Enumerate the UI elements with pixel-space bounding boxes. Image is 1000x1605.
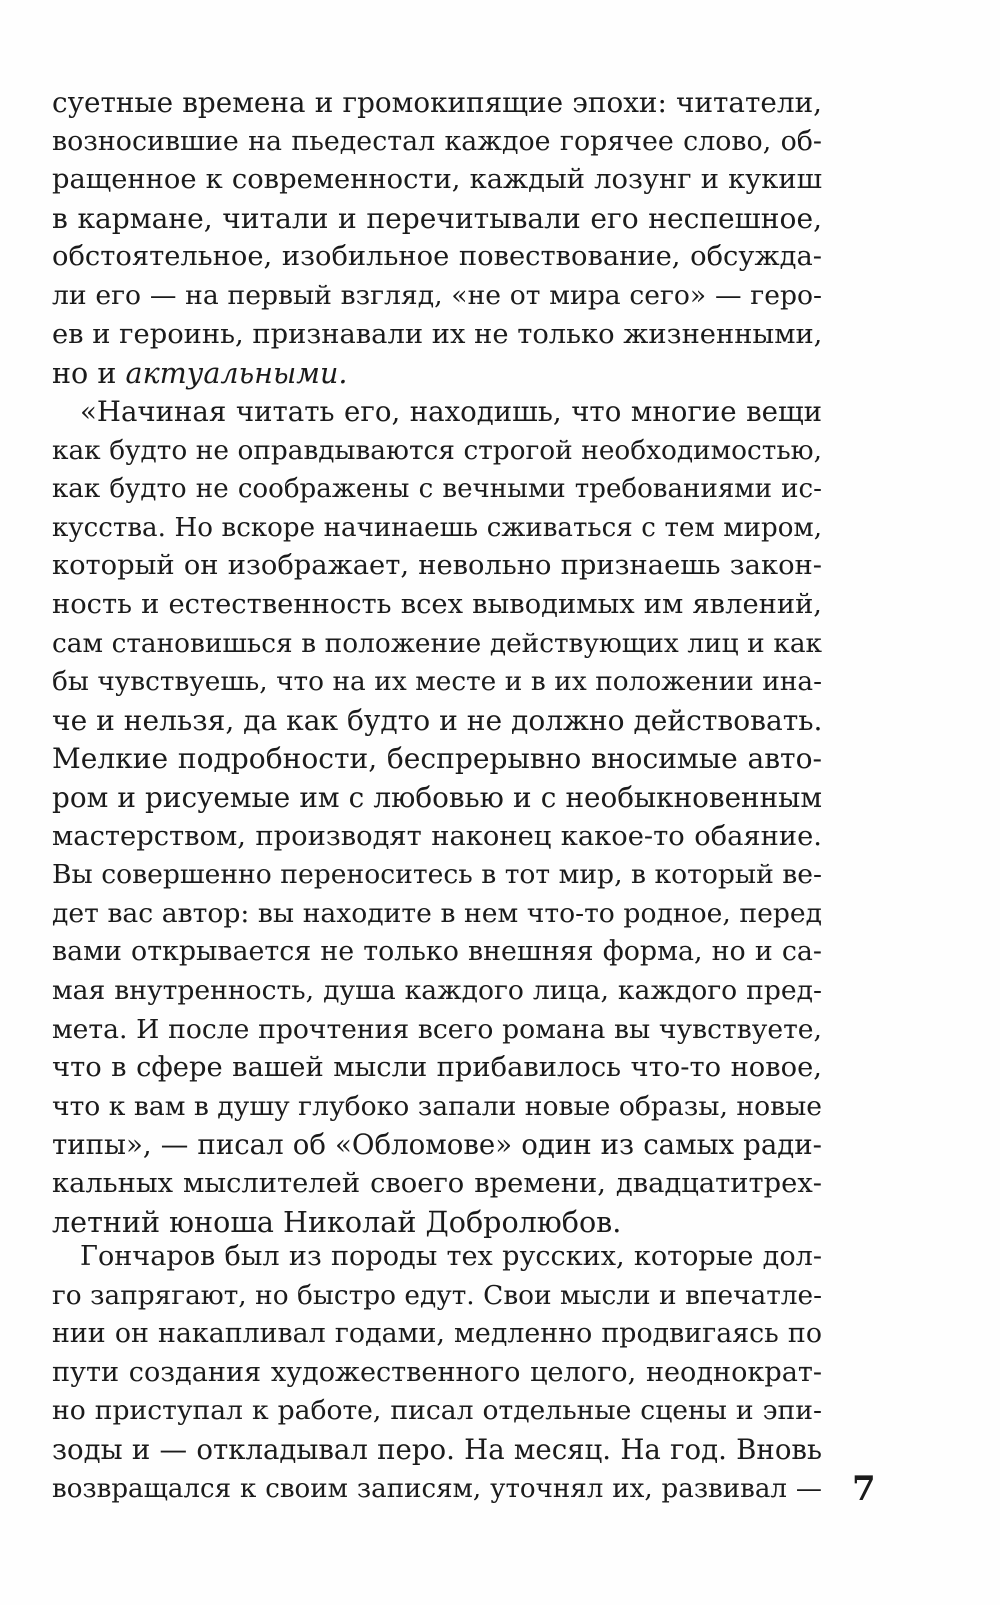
text-line: но приступал к работе, писал отдельные сцены и эпи- bbox=[52, 1395, 822, 1427]
text-line: ли его — на первый взгляд, «не от мира сего» — геро- bbox=[52, 279, 822, 311]
text-line: дет вас автор: вы находите в нем что-то родное, перед bbox=[52, 897, 822, 929]
text-line: зоды и — откладывал перо. На месяц. На год. Вновь bbox=[52, 1432, 822, 1466]
text-line: возносившие на пьедестал каждое горячее слово, об- bbox=[52, 125, 822, 157]
text-line: что в сфере вашей мысли прибавилось что-то новое, bbox=[52, 1052, 822, 1084]
text-line: пути создания художественного целого, неоднократ- bbox=[52, 1356, 822, 1388]
text-line: кусства. Но вскоре начинаешь сживаться с тем миром, bbox=[52, 512, 822, 543]
page-number: 7 bbox=[852, 1469, 876, 1509]
text-line: сам становишься в положение действующих лиц и как bbox=[52, 628, 822, 659]
text-line: что к вам в душу глубоко запали новые образы, новые bbox=[52, 1090, 822, 1122]
text-line: в кармане, читали и перечитывали его неспешное, bbox=[52, 201, 822, 235]
text-line: летний юноша Николай Добролюбов. bbox=[52, 1205, 622, 1240]
text-line: мастерством, производят наконец какое-то обаяние. bbox=[52, 820, 822, 852]
text-line: мета. И после прочтения всего романа вы чувствуете, bbox=[52, 1013, 822, 1045]
text-line: возвращался к своим записям, уточнял их, развивал — bbox=[52, 1473, 822, 1504]
text-line: суетные времена и громокипящие эпохи: читатели, bbox=[52, 86, 822, 119]
paragraph-1 bbox=[52, 84, 822, 393]
text-line: «Начиная читать его, находишь, что многие вещи bbox=[80, 395, 822, 428]
emphasized-word: актуальными. bbox=[125, 356, 348, 391]
text-line: ев и героинь, признавали их не только жизненными, bbox=[52, 318, 823, 350]
text-line: ром и рисуемые им с любовью и с необыкновенным bbox=[52, 780, 822, 814]
text-line: мая внутренность, душа каждого лица, каждого пред- bbox=[52, 974, 822, 1006]
paragraph-2 bbox=[52, 393, 822, 1242]
text-line: бы чувствуешь, что на их месте и в их положении ина- bbox=[52, 667, 822, 698]
text-line bbox=[52, 354, 822, 393]
text-line: нии он накапливал годами, медленно продвигаясь по bbox=[52, 1318, 822, 1350]
paragraph-3 bbox=[52, 1238, 822, 1508]
text-line: вами открывается не только внешняя форма, но и са- bbox=[52, 936, 822, 968]
text-line: обстоятельное, изобильное повествование, обсужда- bbox=[52, 241, 822, 273]
text-fragment: но и bbox=[52, 356, 126, 391]
text-line: кальных мыслителей своего времени, двадцатитрех- bbox=[52, 1167, 822, 1199]
text-line: Гончаров был из породы тех русских, которые дол- bbox=[80, 1241, 822, 1272]
text-line: Мелкие подробности, беспрерывно вносимые авто- bbox=[52, 742, 822, 776]
text-line: Вы совершенно переноситесь в тот мир, в который ве- bbox=[52, 859, 822, 891]
text-line: как будто не соображены с вечными требованиями ис- bbox=[52, 474, 822, 505]
text-line: который он изображает, невольно признаешь закон- bbox=[52, 550, 822, 582]
text-line: че и нельзя, да как будто и не должно действовать. bbox=[52, 703, 823, 737]
text-line: как будто не оправдываются строгой необходимостью, bbox=[52, 435, 822, 466]
text-line: ращенное к современности, каждый лозунг и кукиш bbox=[52, 164, 822, 196]
text-line: ность и естественность всех выводимых им явлений, bbox=[52, 588, 822, 620]
text-line: го запрягают, но быстро едут. Свои мысли и впечатле- bbox=[52, 1280, 822, 1311]
text-line: типы», — писал об «Обломове» один из самых ради- bbox=[52, 1128, 822, 1162]
